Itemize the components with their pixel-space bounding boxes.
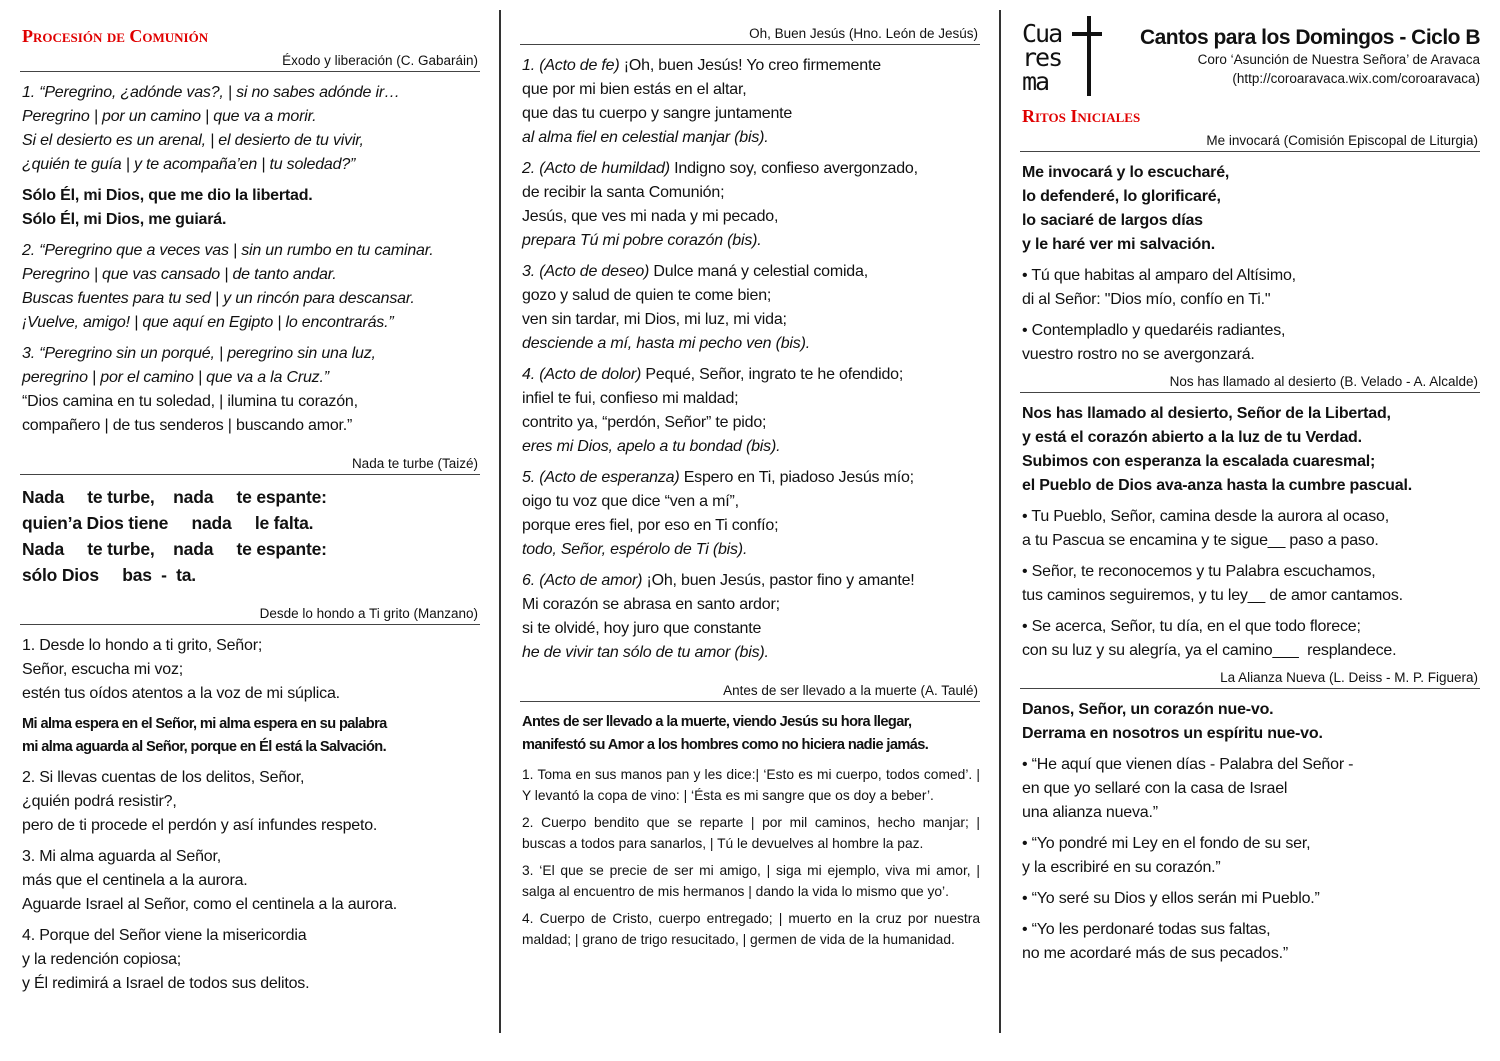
verse-line: y le haré ver mi salvación. — [1022, 236, 1215, 253]
verse-line: el Pueblo de Dios ava-anza hasta la cumbre pascual. — [1022, 477, 1412, 494]
verse-line: Nada te turbe, nada te espante: — [22, 487, 327, 507]
verse-line: manifestó su Amor a los hombres como no hiciera nadie jamás. — [522, 737, 929, 753]
verse-line: y está el corazón abierto a la luz de tu Verdad. — [1022, 429, 1362, 446]
verse-line: Subimos con esperanza la escalada cuaresmal; — [1022, 453, 1376, 470]
verse-text: ¡Oh, buen Jesús! Yo creo firmemente — [619, 57, 881, 74]
verse-label: 1. (Acto de fe) — [522, 57, 620, 74]
verse-line — [522, 157, 980, 181]
song-credit: Me invocará (Comisión Episcopal de Liturgia) — [1020, 133, 1480, 152]
verse-line: desciende a mí, hasta mi pecho ven (bis). — [522, 335, 810, 352]
song-credit: Desde lo hondo a Ti grito (Manzano) — [20, 606, 480, 625]
verse-line: Nos has llamado al desierto, Señor de la Libertad, — [1022, 405, 1391, 422]
verse-line: a tu Pascua se encamina y te sigue__ paso a paso. — [1022, 532, 1379, 549]
verse-stanza — [1022, 402, 1480, 498]
verse-line: Me invocará y lo escucharé, — [1022, 164, 1230, 181]
verse-line: una alianza nueva.” — [1022, 804, 1158, 821]
verse-text: ¡Oh, buen Jesús, pastor fino y amante! — [642, 572, 915, 589]
verse-stanza — [522, 363, 980, 459]
verse-stanza — [1022, 319, 1480, 367]
verse-stanza — [1022, 264, 1480, 312]
verse-line: más que el centinela a la aurora. — [22, 872, 248, 889]
verse-line — [522, 569, 980, 593]
verse-line: contrito ya, “perdón, Señor” te pido; — [522, 414, 767, 431]
verse-line: quien’a Dios tiene nada le falta. — [22, 513, 314, 533]
verse-line: • “Yo seré su Dios y ellos serán mi Pueblo.” — [1022, 890, 1320, 907]
verse-stanza — [1022, 887, 1480, 911]
verse-label: 4. (Acto de dolor) — [522, 366, 642, 383]
verse-text: Espero en Ti, piadoso Jesús mío; — [679, 469, 914, 486]
song-credit: Oh, Buen Jesús (Hno. León de Jesús) — [520, 26, 980, 45]
verse-line: si te olvidé, hoy juro que constante — [522, 620, 762, 637]
verse-line: todo, Señor, espérolo de Ti (bis). — [522, 541, 748, 558]
page-title: Cantos para los Domingos - Ciclo B — [1139, 26, 1480, 49]
song-credit: Nos has llamado al desierto (B. Velado - A. Alcalde) — [1020, 374, 1480, 393]
verse-line: Si el desierto es un arenal, | el desierto de tu vivir, — [22, 132, 364, 149]
verse-stanza — [22, 713, 480, 759]
verse-text: Indigno soy, confieso avergonzado, — [669, 160, 918, 177]
song-credit: Nada te turbe (Taizé) — [20, 456, 480, 475]
verse-line: lo defenderé, lo glorificaré, — [1022, 188, 1221, 205]
verse-line: y Él redimirá a Israel de todos sus delitos. — [22, 975, 310, 992]
verse-line: 3. “Peregrino sin un porqué, | peregrino sin una luz, — [22, 345, 376, 362]
verse-line: • “Yo les perdonaré todas sus faltas, — [1022, 921, 1271, 938]
verse-line: prepara Tú mi pobre corazón (bis). — [522, 232, 762, 249]
verse-line: al alma fiel en celestial manjar (bis). — [522, 129, 769, 146]
verse-stanza — [522, 466, 980, 562]
verse-line: ¡Vuelve, amigo! | que aquí en Egipto | lo encontrarás.” — [22, 314, 394, 331]
verse-line: oigo tu voz que dice “ven a mí”, — [522, 493, 739, 510]
verse-stanza — [22, 81, 480, 177]
verse-line: compañero | de tus senderos | buscando amor.” — [22, 417, 353, 434]
verse-line: • “He aquí que vienen días - Palabra del Señor - — [1022, 756, 1354, 773]
verse-line: Mi corazón se abrasa en santo ardor; — [522, 596, 780, 613]
column-right — [1020, 14, 1480, 973]
verse-line: Buscas fuentes para tu sed | y un rincón para descansar. — [22, 290, 415, 307]
verse-line: Aguarde Israel al Señor, como el centinela a la aurora. — [22, 896, 398, 913]
verse-stanza — [22, 634, 480, 706]
verse-paragraph: 3. ‘El que se precie de ser mi amigo, | siga mi ejemplo, viva mi amor, | salga al encuentro de mis hermanos | dando la vida lo mismo que yo’. — [522, 863, 980, 899]
page-header — [1020, 14, 1480, 102]
verse-stanza — [1022, 560, 1480, 608]
verse-line: • Tu Pueblo, Señor, camina desde la aurora al ocaso, — [1022, 508, 1389, 525]
verse-line: 1. Desde lo hondo a ti grito, Señor; — [22, 637, 263, 654]
verse-stanza — [1022, 615, 1480, 663]
verse-stanza — [22, 924, 480, 996]
verse-line: “Dios camina en tu soledad, | ilumina tu corazón, — [22, 393, 358, 410]
column-middle — [520, 20, 980, 956]
song-credit: Antes de ser llevado a la muerte (A. Taulé) — [520, 683, 980, 702]
verse-line: ¿quién podrá resistir?, — [22, 793, 177, 810]
verse-line: no me acordaré más de sus pecados.” — [1022, 945, 1289, 962]
verse-line: 4. Porque del Señor viene la misericordia — [22, 927, 307, 944]
section-title: Procesión de Comunión — [22, 26, 209, 46]
verse-line: y la escribiré en su corazón.” — [1022, 859, 1221, 876]
verse-line: que das tu cuerpo y sangre juntamente — [522, 105, 793, 122]
verse-line: con su luz y su alegría, ya el camino___ resplandece. — [1022, 642, 1397, 659]
verse-stanza — [22, 184, 480, 232]
verse-line: Peregrino | que vas cansado | de tanto andar. — [22, 266, 337, 283]
verse-line: Mi alma espera en el Señor, mi alma espera en su palabra — [22, 716, 387, 732]
verse-line: vuestro rostro no se avergonzará. — [1022, 346, 1255, 363]
verse-line: de recibir la santa Comunión; — [522, 184, 725, 201]
verse-line: infiel te fui, confieso mi maldad; — [522, 390, 739, 407]
verse-line: • Señor, te reconocemos y tu Palabra escuchamos, — [1022, 563, 1376, 580]
verse-line: en que yo sellaré con la casa de Israel — [1022, 780, 1288, 797]
verse-stanza — [522, 711, 980, 757]
verse-line: mi alma aguarda al Señor, porque en Él está la Salvación. — [22, 739, 387, 755]
verse-line: • Tú que habitas al amparo del Altísimo, — [1022, 267, 1296, 284]
verse-label: 6. (Acto de amor) — [522, 572, 643, 589]
verse-stanza — [22, 342, 480, 438]
cuaresma-logo: Cua res ma — [1020, 14, 1100, 96]
verse-line: • “Yo pondré mi Ley en el fondo de su ser, — [1022, 835, 1311, 852]
column-divider — [499, 10, 501, 1033]
verse-line: di al Señor: "Dios mío, confío en Ti." — [1022, 291, 1271, 308]
verse-line: ¿quién te guía | y te acompaña’en | tu soledad?” — [22, 156, 356, 173]
verse-line: peregrino | por el camino | que va a la Cruz.” — [22, 369, 329, 386]
verse-line: 1. “Peregrino, ¿adónde vas?, | si no sabes adónde ir… — [22, 84, 400, 101]
section-title: Ritos Iniciales — [1022, 106, 1141, 126]
verse-line: tus caminos seguiremos, y tu ley__ de amor cantamos. — [1022, 587, 1403, 604]
verse-stanza — [1022, 505, 1480, 553]
verse-stanza — [522, 157, 980, 253]
song-credit: Éxodo y liberación (C. Gabaráin) — [20, 53, 480, 72]
verse-line: 2. Si llevas cuentas de los delitos, Señor, — [22, 769, 305, 786]
verse-line — [522, 466, 980, 490]
verse-line: • Se acerca, Señor, tu día, en el que todo florece; — [1022, 618, 1361, 635]
verse-line: Peregrino | por un camino | que va a morir. — [22, 108, 317, 125]
verse-line: • Contempladlo y quedaréis radiantes, — [1022, 322, 1286, 339]
verse-line — [522, 260, 980, 284]
verse-line: Antes de ser llevado a la muerte, viendo Jesús su hora llegar, — [522, 714, 912, 730]
verse-text: Dulce maná y celestial comida, — [649, 263, 868, 280]
verse-line: ven sin tardar, mi Dios, mi luz, mi vida; — [522, 311, 787, 328]
verse-label: 5. (Acto de esperanza) — [522, 469, 680, 486]
verse-stanza — [1022, 161, 1480, 257]
verse-stanza — [522, 260, 980, 356]
column-left — [20, 22, 480, 1003]
verse-line: pero de ti procede el perdón y así infundes respeto. — [22, 817, 378, 834]
verse-line: Sólo Él, mi Dios, me guiará. — [22, 211, 227, 228]
verse-stanza — [522, 54, 980, 150]
verse-stanza — [522, 569, 980, 665]
verse-line: Jesús, que ves mi nada y mi pecado, — [522, 208, 779, 225]
verse-stanza — [22, 484, 480, 588]
verse-stanza — [22, 239, 480, 335]
verse-line: he de vivir tan sólo de tu amor (bis). — [522, 644, 769, 661]
column-divider — [999, 10, 1001, 1033]
verse-stanza — [1022, 698, 1480, 746]
verse-line: Derrama en nosotros un espíritu nue-vo. — [1022, 725, 1323, 742]
verse-paragraph: 2. Cuerpo bendito que se reparte | por mil caminos, hecho manjar; | buscas a todos para sanarlos, | Tú le devuelves al hombre la paz. — [522, 815, 980, 851]
verse-line — [522, 363, 980, 387]
verse-stanza — [1022, 918, 1480, 966]
verse-stanza — [22, 845, 480, 917]
song-credit: La Alianza Nueva (L. Deiss - M. P. Figuera) — [1020, 670, 1480, 689]
verse-stanza — [22, 766, 480, 838]
verse-line: lo saciaré de largos días — [1022, 212, 1203, 229]
verse-paragraph: 4. Cuerpo de Cristo, cuerpo entregado; | muerto en la cruz por nuestra maldad; | grano de trigo resucitado, | germen de vida de la humanidad. — [522, 911, 980, 947]
verse-line: porque eres fiel, por eso en Ti confío; — [522, 517, 779, 534]
verse-line: 2. “Peregrino que a veces vas | sin un rumbo en tu caminar. — [22, 242, 434, 259]
verse-paragraph: 1. Toma en sus manos pan y les dice:| ‘Esto es mi cuerpo, todos comed’. | Y levantó la copa de vino: | ‘Ésta es mi sangre que os doy a beber’. — [522, 767, 980, 803]
verse-line — [522, 54, 980, 78]
verse-label: 3. (Acto de deseo) — [522, 263, 650, 280]
choir-name: Coro ‘Asunción de Nuestra Señora’ de Aravaca — [1197, 52, 1480, 67]
verse-line: que por mi bien estás en el altar, — [522, 81, 747, 98]
verse-line: Danos, Señor, un corazón nue-vo. — [1022, 701, 1274, 718]
verse-line: Nada te turbe, nada te espante: — [22, 539, 327, 559]
verse-line: gozo y salud de quien te come bien; — [522, 287, 772, 304]
verse-stanza — [1022, 832, 1480, 880]
verse-line: 3. Mi alma aguarda al Señor, — [22, 848, 221, 865]
verse-text: Pequé, Señor, ingrato te he ofendido; — [641, 366, 904, 383]
verse-stanza — [1022, 753, 1480, 825]
choir-url: (http://coroaravaca.wix.com/coroaravaca) — [1232, 71, 1480, 86]
verse-line: Señor, escucha mi voz; — [22, 661, 184, 678]
verse-line: eres mi Dios, apelo a tu bondad (bis). — [522, 438, 781, 455]
verse-line: sólo Dios bas - ta. — [22, 565, 196, 585]
verse-line: Sólo Él, mi Dios, que me dio la libertad. — [22, 187, 313, 204]
verse-line: estén tus oídos atentos a la voz de mi súplica. — [22, 685, 340, 702]
verse-line: y la redención copiosa; — [22, 951, 182, 968]
verse-label: 2. (Acto de humildad) — [522, 160, 670, 177]
